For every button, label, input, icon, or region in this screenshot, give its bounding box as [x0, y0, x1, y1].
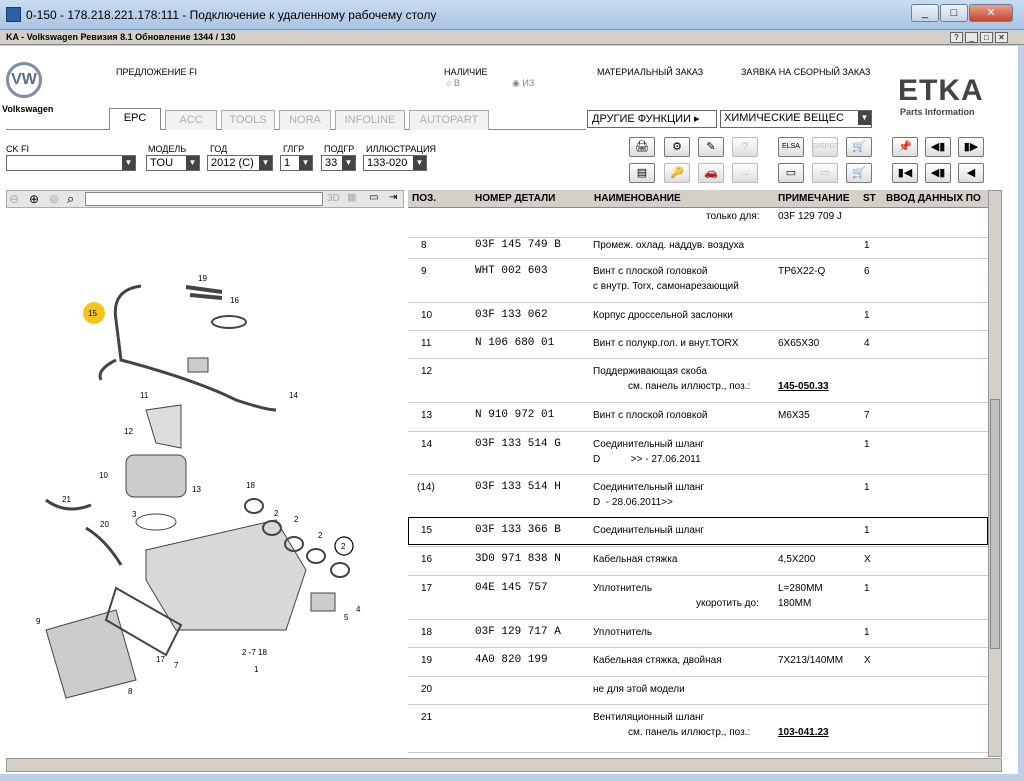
callout-16[interactable]: 16 [230, 296, 239, 305]
table-row-pos[interactable]: 9 [421, 266, 427, 277]
callout-3[interactable]: 3 [132, 510, 137, 519]
parts-illustration [6, 210, 402, 750]
grid-icon[interactable]: ▦ [347, 192, 357, 203]
cable-tie-19 [186, 287, 222, 298]
expand-icon[interactable]: ⇥ [389, 192, 398, 203]
tab-epc[interactable]: EPC [109, 108, 161, 130]
table-row-part[interactable]: N 910 972 01 [475, 409, 555, 421]
pin-button[interactable]: 📌 [892, 137, 918, 157]
table-row-name[interactable]: Соединительный шланг [593, 482, 705, 493]
illus-value: 133-020 [367, 157, 408, 169]
table-row-subtext: D >> - 27.06.2011 [593, 454, 701, 465]
illustration-link[interactable]: 103-041.23 [778, 727, 829, 738]
hose-end [100, 360, 116, 380]
table-row-part[interactable]: WHT 002 603 [475, 265, 548, 277]
arrow-button[interactable]: → [732, 163, 758, 183]
illustration-link[interactable]: 145-050.33 [778, 381, 829, 392]
back-button[interactable]: ◀▮ [925, 163, 951, 183]
ck-label: CK FI [6, 144, 30, 154]
zoom-out-icon[interactable]: ⊖ [9, 192, 20, 206]
etka-logo: ETKA [898, 74, 984, 107]
callout-8[interactable]: 8 [128, 687, 133, 696]
table-row-name[interactable]: Винт с полукр.гол. и внут.TORX [593, 338, 739, 349]
podgr-label: ПОДГР [324, 144, 355, 154]
parts-grid-header [408, 190, 988, 208]
availability-label: НАЛИЧИЕ [444, 67, 488, 77]
callout-1[interactable]: 1 [254, 665, 259, 674]
table-row-name[interactable]: Поддерживающая скоба [593, 366, 707, 377]
table-row-pos[interactable]: 19 [421, 655, 433, 666]
table-row-pos[interactable]: 21 [421, 712, 433, 723]
hose-20 [86, 528, 121, 565]
model-value: TOU [150, 157, 174, 169]
table-row-st: X [864, 655, 871, 666]
table-row-note: 6X65X30 [778, 338, 820, 349]
row-separator [408, 302, 988, 303]
callout-2a[interactable]: 2 [274, 509, 279, 518]
rdp-titlebar [0, 0, 1024, 30]
table-row-note2: 180MM [778, 598, 812, 609]
row-separator [408, 358, 988, 359]
table-row-part[interactable]: 03F 133 062 [475, 309, 548, 321]
edit-button[interactable]: ✎ [698, 137, 724, 157]
table-row-st: 1 [864, 627, 870, 638]
help-button[interactable]: ? [950, 32, 963, 43]
row-separator [408, 474, 988, 475]
layout-icon[interactable]: ▭ [369, 192, 379, 203]
table-row-name[interactable]: не для этой модели [593, 684, 685, 695]
table-row-name[interactable]: Вентиляционный шланг [593, 712, 705, 723]
table-row-pos[interactable]: 20 [421, 684, 433, 695]
assembly-order-link[interactable]: ЗАЯВКА НА СБОРНЫЙ ЗАКАЗ [741, 67, 871, 77]
charge-air-cooler-8 [46, 610, 136, 698]
close-button[interactable]: ✕ [969, 4, 1013, 22]
callout-14[interactable]: 14 [289, 391, 298, 400]
row-separator [408, 676, 988, 677]
hose-connector [188, 358, 208, 372]
chevron-down-icon: ▼ [259, 156, 272, 170]
table-row-subtext: укоротить до: [696, 598, 759, 609]
maximize-button[interactable]: □ [940, 4, 968, 22]
zoom-fit-icon[interactable]: ⊚ [49, 192, 60, 206]
table-row-subtext: D - 28.06.2011>> [593, 497, 673, 508]
callout-2d[interactable]: 2 [341, 542, 346, 551]
glgr-select[interactable] [280, 155, 313, 171]
podgr-select[interactable] [321, 155, 356, 171]
table-row-part[interactable]: 03F 133 366 B [475, 524, 561, 536]
illus-select[interactable] [363, 155, 427, 171]
glgr-value: 1 [284, 157, 291, 169]
callout-range[interactable]: 2 -7 18 [242, 648, 267, 657]
table-row-subtext: см. панель иллюстр., поз.: [628, 381, 751, 392]
app-minimize-button[interactable]: _ [965, 32, 978, 43]
app-titlebar [0, 31, 1024, 45]
intake-manifold [146, 520, 306, 630]
year-value: 2012 (C) [211, 157, 254, 169]
table-row-note: M6X35 [778, 410, 810, 421]
table-row-name[interactable]: Кабельная стяжка, двойная [593, 655, 722, 666]
rdp-title: 0-150 - 178.218.221.178:111 - Подключение к удаленному рабочему столу [26, 8, 437, 22]
table-row-st: X [864, 554, 871, 565]
avail-radio-b[interactable]: ○ В [446, 78, 460, 88]
callout-2b[interactable]: 2 [294, 515, 299, 524]
col-pos[interactable]: ПОЗ. [412, 193, 437, 204]
vw-logo-icon: VW [6, 62, 42, 98]
seal-2c [307, 549, 325, 563]
rdp-icon [6, 7, 21, 22]
illustration-toolbar [6, 190, 404, 208]
callout-11[interactable]: 11 [140, 391, 149, 400]
table-row-part[interactable]: 03F 145 749 B [475, 239, 561, 251]
app-restore-button[interactable]: □ [980, 32, 993, 43]
table-row-name[interactable]: Соединительный шланг [593, 525, 705, 536]
top-note-label: только для: [706, 211, 760, 222]
table-row-pos[interactable]: 18 [421, 627, 433, 638]
table-row-st: 1 [864, 439, 870, 450]
callout-21[interactable]: 21 [62, 495, 71, 504]
chevron-down-icon: ▼ [299, 156, 312, 170]
table-row-st: 6 [864, 266, 870, 277]
row-separator [408, 752, 988, 753]
print-button[interactable]: 🖨 [629, 137, 655, 157]
table-row-note: TP6X22-Q [778, 266, 826, 277]
vertical-scrollbar[interactable] [988, 190, 1002, 757]
settings-button[interactable]: ⚙ [664, 137, 690, 157]
callout-4[interactable]: 4 [356, 605, 361, 614]
table-row-part[interactable]: 4A0 820 199 [475, 654, 548, 666]
tab-nora[interactable]: NORA [279, 110, 331, 130]
callout-13[interactable]: 13 [192, 485, 201, 494]
row-separator [408, 237, 988, 238]
callout-19[interactable]: 19 [198, 274, 207, 283]
search-icon[interactable]: ⌕ [67, 191, 75, 206]
table-row-pos[interactable]: (14) [417, 482, 435, 493]
minimize-button[interactable]: _ [911, 4, 939, 22]
ck-select[interactable] [6, 155, 136, 171]
col-st[interactable]: ST [863, 193, 876, 204]
col-input[interactable]: ВВОД ДАННЫХ ПО [886, 193, 981, 204]
scroll-thumb[interactable] [990, 399, 1000, 649]
tab-tools[interactable]: TOOLS [221, 110, 275, 130]
col-part-number[interactable]: НОМЕР ДЕТАЛИ [475, 193, 556, 204]
table-row-name[interactable]: Кабельная стяжка [593, 554, 678, 565]
cart2-button[interactable]: 🛒 [846, 163, 872, 183]
table-row-pos[interactable]: 8 [421, 240, 427, 251]
model-label: МОДЕЛЬ [148, 144, 187, 154]
key-button[interactable]: 🔑 [664, 163, 690, 183]
table-row-pos[interactable]: 17 [421, 583, 433, 594]
row-separator [408, 546, 988, 547]
app-title: KA - Volkswagen Ревизия 8.1 Обновление 1344 / 130 [6, 32, 236, 42]
row-separator [408, 704, 988, 705]
row-separator [408, 431, 988, 432]
illus-label: ИЛЛЮСТРАЦИЯ [366, 144, 437, 154]
first-button[interactable]: ▮◀ [892, 163, 918, 183]
callout-12[interactable]: 12 [124, 427, 133, 436]
table-row-st: 7 [864, 410, 870, 421]
table-row-st: 4 [864, 338, 870, 349]
table-row-name[interactable]: Уплотнитель [593, 583, 653, 594]
tab-acc[interactable]: ACC [165, 110, 217, 130]
dispot-button[interactable]: DISPOT [812, 137, 838, 157]
table-row-note: 4,5X200 [778, 554, 816, 565]
row-separator [408, 575, 988, 576]
cart-button[interactable]: 🛒 [846, 137, 872, 157]
table-row-st: 1 [864, 583, 870, 594]
year-select[interactable] [207, 155, 273, 171]
table-row-st: 1 [864, 240, 870, 251]
avail-radio-iz[interactable]: ◉ ИЗ [512, 78, 535, 88]
seal-18 [245, 499, 263, 513]
col-note[interactable]: ПРИМЕЧАНИЕ [778, 193, 850, 204]
3d-icon[interactable]: 3D [327, 193, 340, 204]
table-row-note: L=280MM [778, 583, 823, 594]
throttle-body-10 [126, 455, 186, 497]
glgr-label: ГЛГР [283, 144, 305, 154]
table-row-name[interactable]: Промеж. охлад. наддув. воздуха [593, 240, 745, 251]
left-button[interactable]: ◀ [958, 163, 984, 183]
seal-3 [136, 514, 176, 530]
brand-label: Volkswagen [2, 104, 54, 114]
window2-button[interactable]: ▭ [812, 163, 838, 183]
next-page-button[interactable]: ▮▶ [958, 137, 984, 157]
chemicals-value: ХИМИЧЕСКИЕ ВЕЩЕС [724, 112, 844, 124]
chevron-down-icon: ▼ [122, 156, 135, 170]
table-row-st: 1 [864, 482, 870, 493]
help-icon[interactable]: ? [732, 137, 758, 157]
table-row-subtext: с внутр. Torx, самонарезающий [593, 281, 739, 292]
seal-2d [331, 563, 349, 577]
callout-17[interactable]: 17 [156, 655, 165, 664]
podgr-value: 33 [325, 157, 338, 169]
table-row-st: 1 [864, 525, 870, 536]
callout-18[interactable]: 18 [246, 481, 255, 490]
chevron-down-icon: ▼ [186, 156, 199, 170]
material-order-link[interactable]: МАТЕРИАЛЬНЫЙ ЗАКАЗ [597, 67, 704, 77]
chevron-down-icon: ▼ [342, 156, 355, 170]
app-close-button[interactable]: ✕ [995, 32, 1008, 43]
callout-15[interactable]: 15 [88, 309, 97, 318]
table-row-name[interactable]: Соединительный шланг [593, 439, 705, 450]
top-note-value: 03F 129 709 J [778, 211, 842, 222]
table-row-part[interactable]: 03F 133 514 H [475, 481, 561, 493]
bracket-12 [146, 405, 181, 448]
chevron-down-icon: ▼ [413, 156, 426, 170]
col-name[interactable]: НАИМЕНОВАНИЕ [594, 193, 681, 204]
table-row-pos[interactable]: 12 [421, 366, 433, 377]
row-separator [408, 330, 988, 331]
table-row-part[interactable]: 04E 145 757 [475, 582, 548, 594]
table-row-pos[interactable]: 11 [421, 338, 432, 349]
table-row-name[interactable]: Винт с плоской головкой [593, 410, 708, 421]
table-row-part[interactable]: 3D0 971 838 N [475, 553, 561, 565]
prev-page-button[interactable]: ◀▮ [925, 137, 951, 157]
tab-autopart[interactable]: AUTOPART [409, 110, 489, 130]
clip-16 [212, 316, 246, 328]
row-separator [408, 619, 988, 620]
other-functions-button[interactable]: ДРУГИЕ ФУНКЦИИ ▸ [587, 110, 717, 128]
table-row-name[interactable]: Винт с плоской головкой [593, 266, 708, 277]
table-row-pos[interactable]: 16 [421, 554, 433, 565]
table-row-subtext: см. панель иллюстр., поз.: [628, 727, 751, 738]
table-row-pos[interactable]: 15 [421, 525, 433, 536]
table-row-part[interactable]: N 106 680 01 [475, 337, 555, 349]
illustration-search-input[interactable] [85, 192, 323, 206]
tab-infoline[interactable]: INFOLINE [335, 110, 405, 130]
table-row-part[interactable]: 03F 129 717 A [475, 626, 561, 638]
row-separator [408, 258, 988, 259]
row-separator [408, 647, 988, 648]
table-row-note: 7X213/140MM [778, 655, 844, 666]
callout-5[interactable]: 5 [344, 613, 349, 622]
sensor-4 [311, 593, 335, 611]
table-row-name[interactable]: Уплотнитель [593, 627, 653, 638]
chevron-down-icon: ▼ [858, 111, 871, 125]
zoom-in-icon[interactable]: ⊕ [29, 192, 40, 206]
list-button[interactable]: ▤ [629, 163, 655, 183]
table-row-part[interactable]: 03F 133 514 G [475, 438, 561, 450]
callout-7[interactable]: 7 [174, 661, 179, 670]
etka-subtitle: Parts Information [900, 107, 975, 117]
window-button[interactable]: ▭ [778, 163, 804, 183]
table-row-name[interactable]: Корпус дроссельной заслонки [593, 310, 733, 321]
callout-2c[interactable]: 2 [318, 531, 323, 540]
horizontal-scrollbar[interactable] [6, 758, 1002, 772]
car-button[interactable]: 🚗 [698, 163, 724, 183]
chemicals-select[interactable] [720, 110, 872, 128]
table-row-pos[interactable]: 14 [421, 439, 433, 450]
table-row-pos[interactable]: 13 [421, 410, 433, 421]
model-select[interactable] [146, 155, 200, 171]
proposal-label[interactable]: ПРЕДЛОЖЕНИЕ FI [116, 67, 198, 77]
callout-9[interactable]: 9 [36, 617, 41, 626]
table-row-pos[interactable]: 10 [421, 310, 433, 321]
year-label: ГОД [210, 144, 228, 154]
callout-20[interactable]: 20 [100, 520, 109, 529]
table-row-st: 1 [864, 310, 870, 321]
elsa-button[interactable]: ELSA [778, 137, 804, 157]
row-separator [408, 402, 988, 403]
callout-10[interactable]: 10 [99, 471, 108, 480]
